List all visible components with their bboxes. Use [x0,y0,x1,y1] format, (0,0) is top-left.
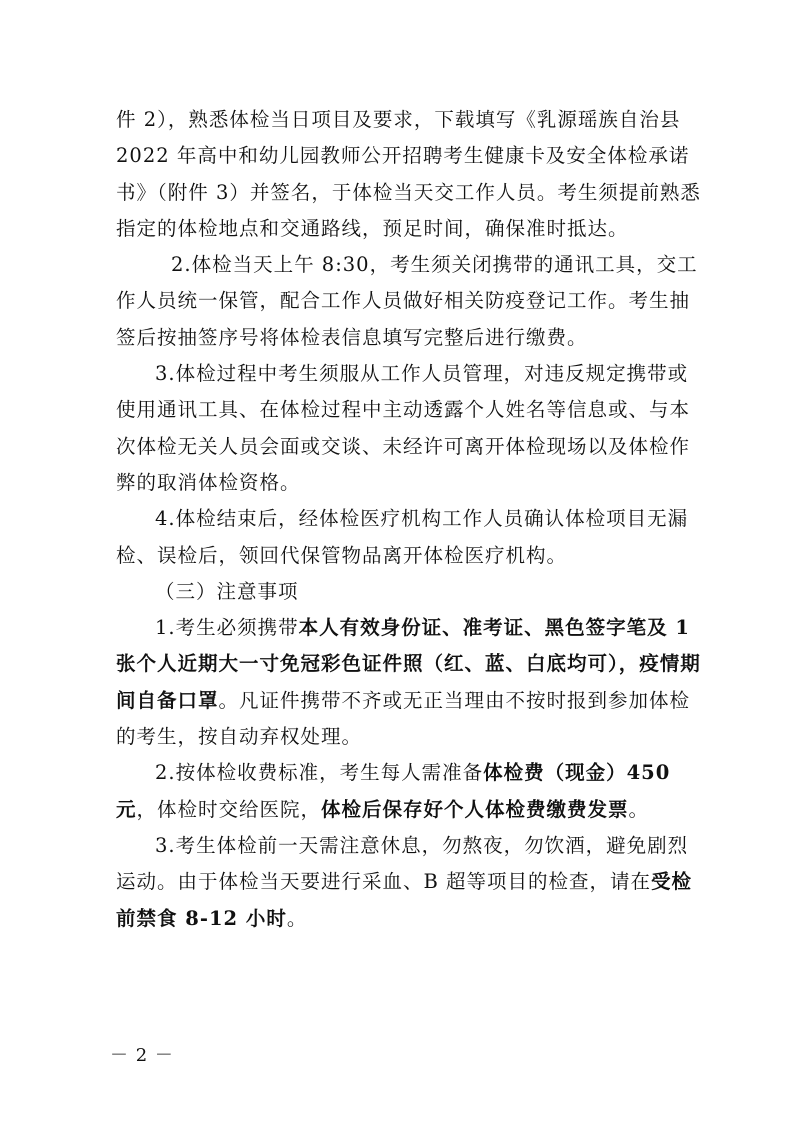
text-run: 。凡证件携带不齐或无正当理由不按时报到参加体检的考生，按自动弃权处理。 [116,688,691,749]
document-body [116,102,702,937]
text-run: 1.考生必须携带 [155,616,299,640]
text-run: 2.体检当天上午 8:30，考生须关闭携带的通讯工具，交工作人员统一保管，配合工作人员做好相关防疫登记工作。考生抽签后按抽签序号将体检表信息填写完整后进行缴费。 [116,253,698,349]
bold-text-run: 体检后保存好个人体检费缴费发票 [321,797,629,821]
notice-item-2 [116,755,702,828]
text-run: 3.考生体检前一天需注意休息，勿熬夜，勿饮酒，避免剧烈运动。由于体检当天要进行采血、B 超等项目的检查，请在 [116,833,689,894]
bold-text-run: 体检费（现金）450 元 [116,761,671,821]
page-number: － 2 － [110,1045,174,1066]
paragraph-item-4 [116,501,702,574]
text-run: 3.体检过程中考生须服从工作人员管理，对违反规定携带或使用通讯工具、在体检过程中主动透露个人姓名等信息或、与本次体检无关人员会面或交谈、未经许可离开体检现场以及体检作弊的取消体检资格。 [116,362,691,494]
paragraph-item-2 [116,247,702,356]
text-run: ，体检时交给医院， [136,797,322,821]
section-heading-text: （三）注意事项 [155,579,299,603]
text-run: 。 [628,797,650,821]
notice-item-3 [116,828,702,937]
bold-text-run: 受检前禁食 8-12 小时 [116,870,693,930]
text-run: 。 [286,906,308,930]
paragraph-continuation [116,102,702,247]
text-run: 4.体检结束后，经体检医疗机构工作人员确认体检项目无漏检、误检后，领回代保管物品离开体检医疗机构。 [116,507,689,567]
bold-text-run: 本人有效身份证、准考证、黑色签字笔及 1 张个人近期大一寸免冠彩色证件照（红、蓝、白底均可），疫情期间自备口罩 [116,616,701,712]
text-run: 2.按体检收费标准，考生每人需准备 [155,761,484,785]
text-run: 件 2），熟悉体检当日项目及要求，下载填写《乳源瑶族自治县 2022 年高中和幼儿园教师公开招聘考生健康卡及安全体检承诺书》（附件 3）并签名，于体检当天交工作人员。考生须提前熟悉指定的体检地点和交通路线，预足时间，确保准时抵达。 [116,108,701,240]
section-heading [116,574,702,610]
paragraph-item-3 [116,356,702,501]
notice-item-1 [116,610,702,755]
